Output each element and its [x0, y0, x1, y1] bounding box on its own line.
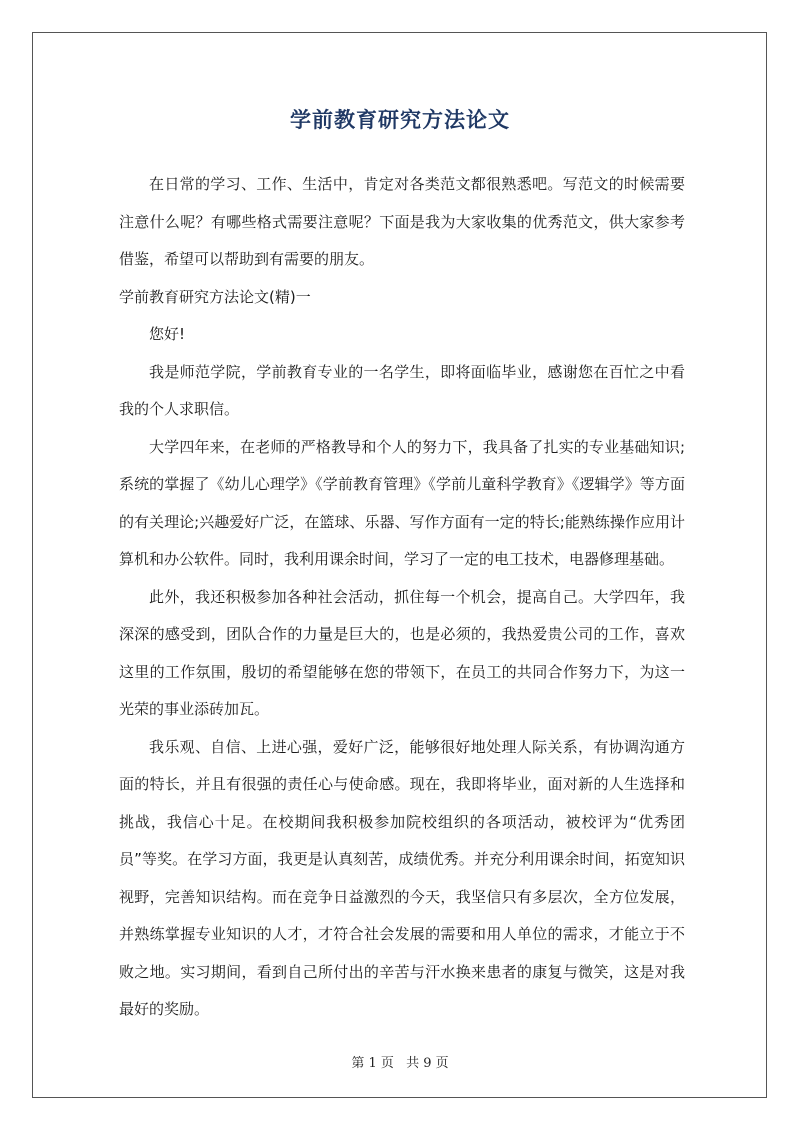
page-number: 第 1 页 — [351, 1056, 394, 1071]
page-total: 共 9 页 — [406, 1056, 449, 1071]
section-heading: 学前教育研究方法论文(精)一 — [119, 287, 311, 306]
body-paragraph: 我是师范学院，学前教育专业的一名学生，即将面临毕业，感谢您在百忙之中看我的个人求职信。 — [119, 362, 685, 418]
document-title: 学前教育研究方法论文 — [290, 108, 510, 132]
intro-paragraph: 在日常的学习、工作、生活中，肯定对各类范文都很熟悉吧。写范文的时候需要注意什么呢？有哪些格式需要注意呢？下面是我为大家收集的优秀范文，供大家参考借鉴，希望可以帮助到有需要的朋友。 — [119, 175, 685, 268]
body-paragraph: 此外，我还积极参加各种社会活动，抓住每一个机会，提高自己。大学四年，我深深的感受到，团队合作的力量是巨大的，也是必须的，我热爱贵公司的工作，喜欢这里的工作氛围，殷切的希望能够在您的带领下，在员工的共同合作努力下，为这一光荣的事业添砖加瓦。 — [119, 587, 685, 718]
page-footer — [0, 1052, 800, 1071]
body-paragraph: 大学四年来，在老师的严格教导和个人的努力下，我具备了扎实的专业基础知识;系统的掌握了《幼儿心理学》《学前教育管理》《学前儿童科学教育》《逻辑学》等方面的有关理论;兴趣爱好广泛，在篮球、乐器、写作方面有一定的特长;能熟练操作应用计算机和办公软件。同时，我利用课余时间，学习了一定的电工技术，电器修理基础。 — [119, 437, 685, 568]
document-body — [119, 166, 685, 1029]
body-paragraph: 我乐观、自信、上进心强，爱好广泛，能够很好地处理人际关系，有协调沟通方面的特长，并且有很强的责任心与使命感。现在，我即将毕业，面对新的人生选择和挑战，我信心十足。在校期间我积极参加院校组织的各项活动，被校评为“优秀团员”等奖。在学习方面，我更是认真刻苦，成绩优秀。并充分利用课余时间，拓宽知识视野，完善知识结构。而在竞争日益激烈的今天，我坚信只有多层次，全方位发展，并熟练掌握专业知识的人才，才符合社会发展的需要和用人单位的需求，才能立于不败之地。实习期间，看到自己所付出的辛苦与汗水换来患者的康复与微笑，这是对我最好的奖励。 — [119, 737, 685, 1018]
greeting-paragraph: 您好! — [149, 325, 186, 343]
